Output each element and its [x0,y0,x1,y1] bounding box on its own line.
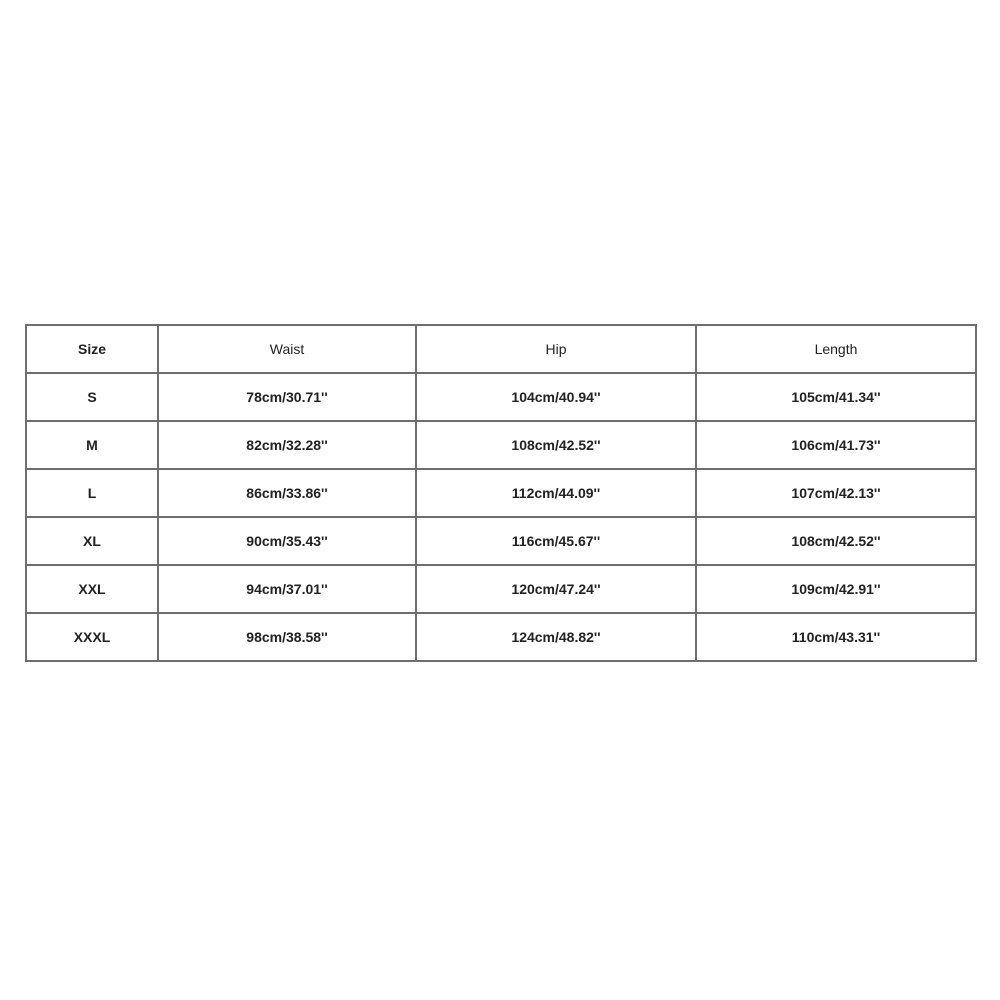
cell-size: XXXL [26,613,158,661]
table-header-row [26,325,976,373]
cell-waist: 86cm/33.86'' [158,469,416,517]
cell-hip: 120cm/47.24'' [416,565,696,613]
cell-hip: 124cm/48.82'' [416,613,696,661]
table-row [26,373,976,421]
cell-waist: 78cm/30.71'' [158,373,416,421]
table-row [26,613,976,661]
cell-length: 105cm/41.34'' [696,373,976,421]
cell-length: 110cm/43.31'' [696,613,976,661]
cell-waist: 82cm/32.28'' [158,421,416,469]
cell-size: XL [26,517,158,565]
header-waist: Waist [158,325,416,373]
cell-length: 109cm/42.91'' [696,565,976,613]
size-chart-table [25,324,977,662]
cell-length: 108cm/42.52'' [696,517,976,565]
cell-hip: 104cm/40.94'' [416,373,696,421]
cell-hip: 116cm/45.67'' [416,517,696,565]
cell-size: L [26,469,158,517]
header-size: Size [26,325,158,373]
cell-length: 107cm/42.13'' [696,469,976,517]
header-hip: Hip [416,325,696,373]
table-row [26,517,976,565]
cell-size: XXL [26,565,158,613]
cell-waist: 90cm/35.43'' [158,517,416,565]
cell-size: S [26,373,158,421]
cell-waist: 94cm/37.01'' [158,565,416,613]
cell-hip: 112cm/44.09'' [416,469,696,517]
cell-waist: 98cm/38.58'' [158,613,416,661]
cell-length: 106cm/41.73'' [696,421,976,469]
table-row [26,469,976,517]
table-row [26,421,976,469]
table-row [26,565,976,613]
cell-size: M [26,421,158,469]
cell-hip: 108cm/42.52'' [416,421,696,469]
header-length: Length [696,325,976,373]
